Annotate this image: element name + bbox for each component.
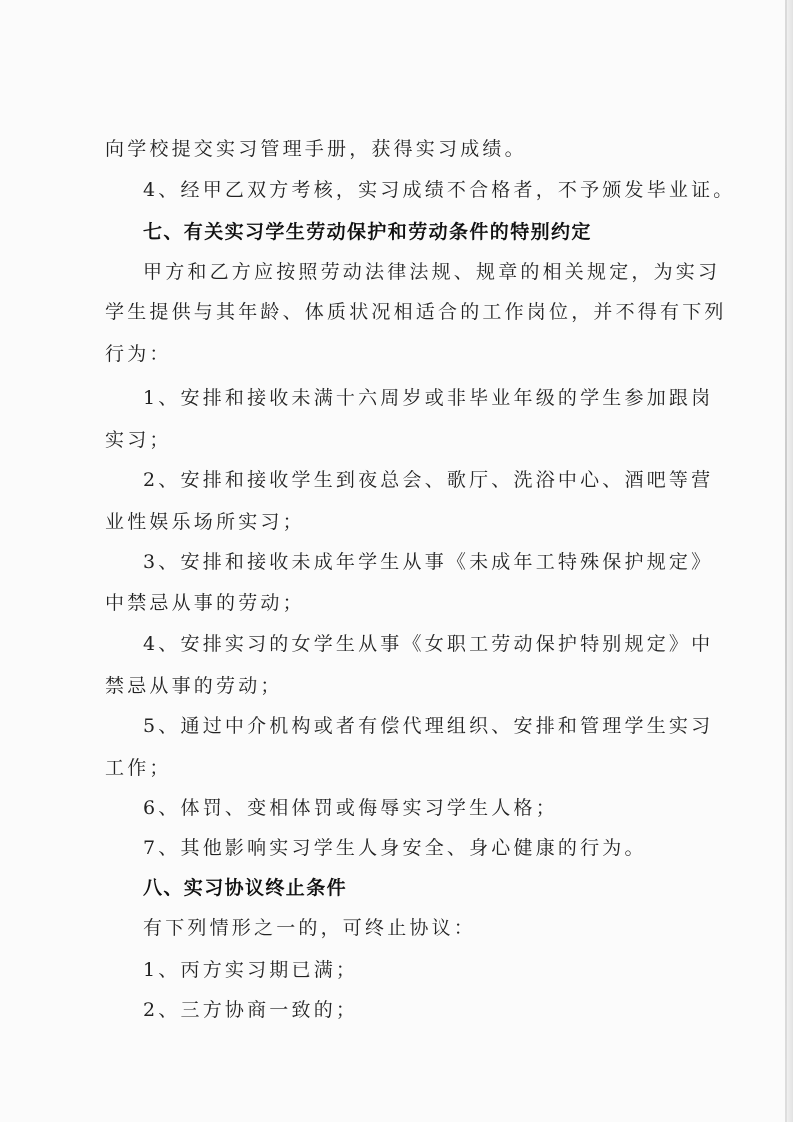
paragraph-line: 向学校提交实习管理手册，获得实习成绩。 [105,138,527,160]
list-item-line: 1、丙方实习期已满； [143,959,359,981]
list-item-line: 实习； [105,429,172,451]
list-item-line: 3、安排和接收未成年学生从事《未成年工特殊保护规定》 [143,551,714,573]
list-item-line: 业性娱乐场所实习； [105,511,305,533]
list-item-line: 4、安排实习的女学生从事《女职工劳动保护特别规定》中 [143,633,714,655]
list-item-line: 7、其他影响实习学生人身安全、身心健康的行为。 [143,837,647,859]
list-item-line: 中禁忌从事的劳动； [105,592,305,614]
list-item-line: 2、三方协商一致的； [143,999,359,1021]
scan-edge-shadow [787,0,793,1122]
list-item-line: 2、安排和接收学生到夜总会、歌厅、洗浴中心、酒吧等营 [143,469,714,491]
paragraph-line: 行为： [105,343,172,365]
list-item-line: 工作； [105,757,172,779]
list-item-line: 禁忌从事的劳动； [105,675,283,697]
paragraph-line: 甲方和乙方应按照劳动法律法规、规章的相关规定，为实习 [143,261,721,283]
section-heading-8: 八、实习协议终止条件 [143,877,348,899]
paragraph-line: 4、经甲乙双方考核，实习成绩不合格者，不予颁发毕业证。 [143,179,736,201]
section-heading-7: 七、有关实习学生劳动保护和劳动条件的特别约定 [143,221,592,243]
list-item-line: 5、通过中介机构或者有偿代理组织、安排和管理学生实习 [143,715,714,737]
list-item-line: 1、安排和接收未满十六周岁或非毕业年级的学生参加跟岗 [143,387,714,409]
scan-edge-line [785,0,787,1122]
paragraph-line: 学生提供与其年龄、体质状况相适合的工作岗位，并不得有下列 [105,301,727,323]
paragraph-line: 有下列情形之一的，可终止协议： [143,917,477,939]
list-item-line: 6、体罚、变相体罚或侮辱实习学生人格； [143,797,558,819]
